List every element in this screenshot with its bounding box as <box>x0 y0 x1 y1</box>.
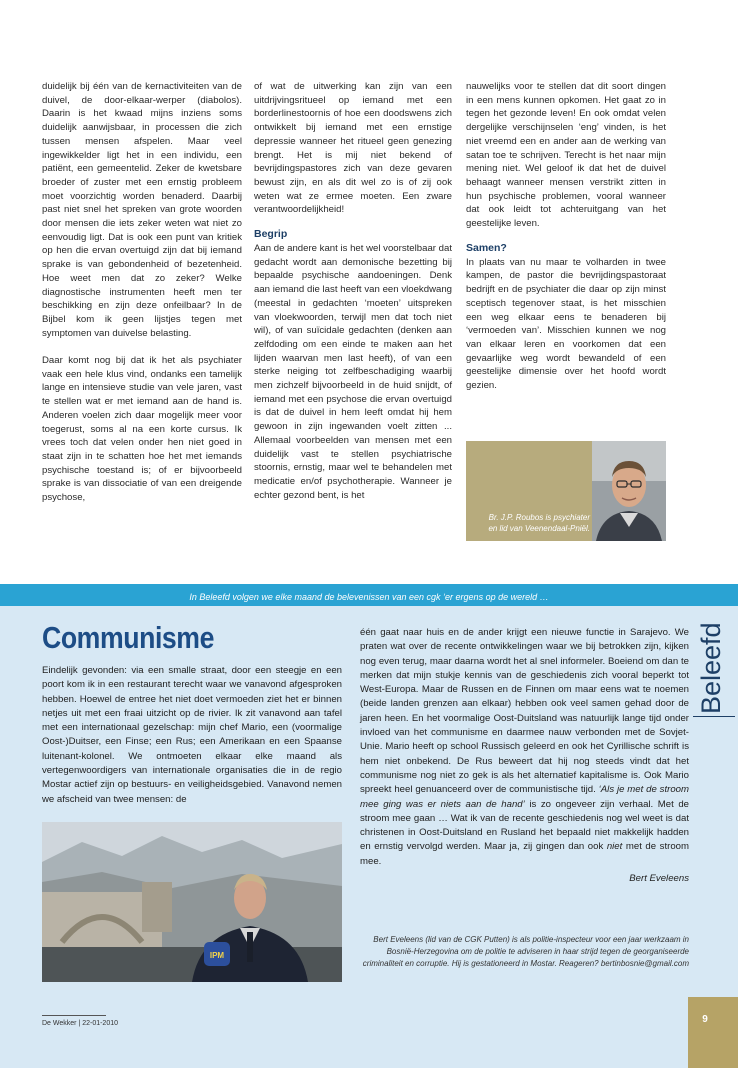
footer-issue: De Wekker | 22-01-2010 <box>42 1020 119 1027</box>
section-label-text: Beleefd <box>696 622 726 714</box>
section-label-beleefd <box>690 610 730 720</box>
author-box <box>466 441 666 541</box>
emphasis: niet <box>606 841 623 853</box>
footer-rule <box>42 1015 106 1016</box>
section-label-rule <box>693 716 735 717</box>
text-run: één gaat naar huis en de ander krijgt een nieuwe functie in Sarajevo. We praten wat over de recente ontwikkelingen waar we bij betrokken zijn, kijken nog even terug, maar daarna wordt het al snel informeler. Boeiend om dan te merken dat mijn stukje kennis van de geschiedenis zich vooral beperkt tot West-Europa. Maar de Russen en de Finnen om maar eens wat te noemen (beide landen grenzen aan elkaar) hebben ook veel samen gehad door de jaren heen. En het voormalige Oost-Duitsland was natuurlijk lange tijd onder invloed van het communisme en daarmee nauw verbonden met de Sovjet-Unie. Mario heeft op school Russisch geleerd en ook het Cyrillische schrift is hem niet onbekend. De Rus beweert dat hij nog steeds vindt dat het communisme nog niet zo gek is als het alternatief kapitalisme is. Ook Mario spreekt heel genuanceerd over de communistische tijd. <box>360 627 689 796</box>
text-run: is zo ongeveer zijn verhaal. Met de stroom mee gaan … Wat ik van de recente geschiedenis nog wel weet is dat christenen in Oost-Duitsland en Rusland het bepaald niet makkelijk hadden en ernstig vervolgd werden. Maar ja, zij gingen dan ook <box>360 798 690 853</box>
article-column-2 <box>254 80 452 502</box>
paragraph <box>360 626 689 869</box>
author-caption-line: en lid van Veenendaal-Pniël. <box>488 524 590 533</box>
paragraph: In plaats van nu maar te volharden in twee kampen, de pastor die bevrijdingspastoraat bedrijft en de psychiater die daar op zijn minst sceptisch tegenover staat, is het misschien een weg elkaar eens te benaderen bij ‘vermoeden van’. Misschien kunnen we nog van elkaar leren en voorkomen dat een gevaarlijke weg wordt bewandeld of een geestelijke dimensie over het hoofd wordt gezien. <box>466 256 666 392</box>
section-banner: In Beleefd volgen we elke maand de belevenissen van een cgk ‘er ergens op de wereld … <box>0 588 738 606</box>
author-bio: Bert Eveleens (lid van de CGK Putten) is als politie-inspecteur voor een jaar werkzaam in Bosnië-Herzegovina om de politie te adviseren in haar strijd tegen de georganiseerde criminaliteit en corruptie. Hij is gestationeerd in Mostar. Reageren? bertinbosnie@gmail.com <box>362 935 689 968</box>
signature: Bert Eveleens <box>629 873 689 885</box>
page-number-tab <box>688 997 738 1068</box>
author-caption <box>472 512 590 534</box>
column-title: Communisme <box>42 620 214 655</box>
article-column-1 <box>42 80 242 505</box>
author-caption-line: Br. J.P. Roubos is psychiater <box>488 513 590 522</box>
paragraph: Daar komt nog bij dat ik het als psychiater vaak een hele klus vind, ondanks een tamelijk lange en intensieve studie van vele jaren, vast te stellen wat er met iemand aan de hand is. Anderen voelen zich daar mogelijk meer voor toegerust, soms al na een korte cursus. Ik vrees toch dat velen onder hen niet goed in staat zijn in te schatten hoe het met iemands psychische toestand is; of er bijvoorbeeld sprake is van dissociatie of van een dreigende psychose, <box>42 355 242 504</box>
police-officer-photo <box>42 822 342 982</box>
paragraph: Aan de andere kant is het wel voorstelbaar dat gedacht wordt aan demonische bezetting bij bepaalde psychische aandoeningen. Denk aan iemand die last heeft van een vloekdwang (meestal in gedachten ‘moeten’ uitspreken van vloekwoorden, terwijl men dat toch niet wil), of van suïcidale gedachten (denken aan zelfdoding om een einde te maken aan het lijden waarvan men last heeft), of van een sterke neiging tot zelfbeschadiging waarbij men zichzelf bijvoorbeeld in de huid snijdt, of iemand met een psychose die ervan overtuigd is dat de duivel in hem leeft omdat hij hem gewoon in zijn ingewanden voelt zitten ... Allemaal voorbeelden van mensen met een duidelijk vast te stellen psychiatrische stoornis, ernstig, maar wel te behandelen met medicatie en/of psychotherapie. Wanneer je echter gezond bent, is het <box>254 243 452 501</box>
quote: ‘Als je met de stroom mee ging was er niets aan de hand’ <box>360 784 689 810</box>
column-right-text <box>360 626 689 884</box>
paragraph: of wat de uitwerking kan zijn van een uitdrijvingsritueel op iemand met een borderlinestoornis of hoe een doodswens zich ontwikkelt bij iemand met een ernstige depressie wanneer het ritueel geen genezing brengt. Het is mij niet bekend of bevrijdingspastores zich van deze gevaren bewust zijn, en als dit wel zo is of zij ook weten wat ze ermee moeten. Een zware verantwoordelijkheid! <box>254 81 452 216</box>
column-left-text <box>42 664 342 807</box>
article-column-3 <box>466 80 666 393</box>
subheading-begrip: Begrip <box>254 228 288 241</box>
uniform-badge-text: IPM <box>209 951 225 960</box>
text-run: met de stroom mee. <box>360 841 689 867</box>
paragraph: duidelijk bij één van de kernactiviteiten van de duivel, de door-elkaar-werper (diabolos). Daarin is het kwaad mijns inziens soms duidelijk aanwijsbaar, in processen die zich tussen mensen afspelen. Maar veel ingewikkelder ligt het in een individu, een patiënt, een gemeentelid. Zeker de kwetsbare broeder of zuster met een ernstig probleem moet voorzichtig worden benaderd. Daarbij past niet snel het spreken van grote woorden door mensen die iets zeker weten wat niet zo eenvoudig ligt. Dat is ook een punt van kritiek op hen die ervan overtuigd zijn dat bij iemand sprake is van gebondenheid of bezetenheid. Hoe weet men dat zo zeker? Welke diagnostische instrumenten heeft men ter beschikking en zijn deze onfeilbaar? In de Bijbel kom ik geen lijstjes tegen met symptomen van duivelse belasting. <box>42 81 242 339</box>
page-number: 9 <box>702 1014 708 1025</box>
paragraph: Eindelijk gevonden: via een smalle straat, door een steegje en een poort kom ik in een restaurant terecht waar we vanavond afgesproken hebben. Hoewel de entree het niet doet vermoeden ziet het er binnen netjes uit met een fraai uitzicht op de rivier. Ik zit vanavond aan tafel met een internationaal gezelschap: mijn chef Mario, een (voormalige Oost-)Duitser, een Finse; een Rus; een Amerikaan en een Spaanse luitenant-kolonel. We ontmoeten elkaar elke maand als vertegenwoordigers van internationale organisaties die in de regio Mostar actief zijn op bestuurs- en veiligheidsgebied. Vanavond nemen we afscheid van twee mensen: de <box>42 665 342 805</box>
subheading-samen: Samen? <box>466 241 507 254</box>
paragraph: nauwelijks voor te stellen dat dit soort dingen in een mens kunnen opkomen. Het gaat zo in tegen het gezonde leven! En ook omdat velen dergelijke verschijnselen ‘eng’ vinden, is het niet vreemd een en ander aan de werking van satan toe te schrijven. Terecht is het naar mijn mening niet. Wel geloof ik dat het de duivel behaagt wanneer mensen verstrikt zitten in hun psychische problemen, vooral wanneer dat ook leidt tot achteruitgang van het geestelijke leven. <box>466 81 666 230</box>
author-portrait-photo <box>592 441 666 541</box>
